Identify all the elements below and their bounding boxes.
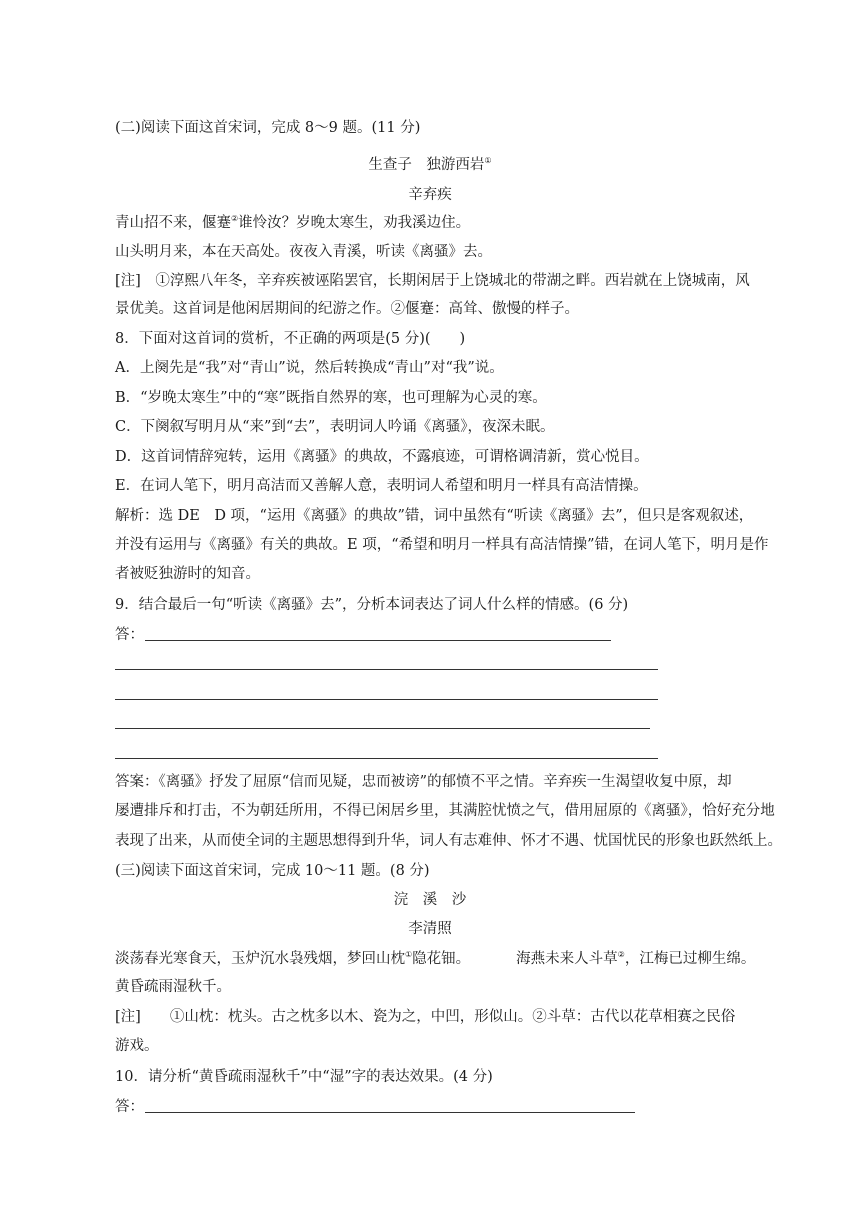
analysis-line: 解析：选 DE D 项，“运用《离骚》的典故”错，词中虽然有“听读《离骚》去”，但只是客观叙述，: [115, 508, 754, 524]
poem-title: [0, 156, 860, 174]
poem-title: 浣 溪 沙: [393, 892, 467, 908]
option-c: C．下阕叙写明月从“来”到“去”，表明词人吟诵《离骚》，夜深未眠。: [115, 419, 555, 435]
poem-text: 隐花钿。: [412, 951, 471, 967]
poet-name: 李清照: [408, 921, 452, 937]
poet-name: 辛弃疾: [408, 187, 452, 203]
answer-text: 屡遭排斥和打击，不为朝廷所用，不得已闲居乡里，其满腔忧愤之气，借用屈原的《离骚》，恰好充分地: [115, 803, 775, 819]
answer-line[interactable]: [115, 669, 658, 670]
poem-line: 黄昏疏雨湿秋千。: [115, 979, 231, 995]
answer-text: 答案：《离骚》抒发了屈原“信而见疑，忠而被谤”的郁愤不平之情。辛弃疾一生渴望收复中原，却: [115, 774, 732, 790]
question-10: 10．请分析“黄昏疏雨湿秋千”中“湿”字的表达效果。(4 分): [115, 1069, 493, 1085]
footnote-marker: ②: [617, 950, 625, 960]
answer-line[interactable]: [115, 728, 650, 729]
answer-label: 答：: [115, 1099, 144, 1115]
answer-label: 答：: [115, 627, 144, 643]
poem-line: [115, 214, 785, 232]
note-line: 游戏。: [115, 1038, 159, 1054]
note-line: [注] ①山枕：枕头。古之枕多以木、瓷为之，中凹，形似山。②斗草：古代以花草相赛之民俗: [115, 1009, 736, 1025]
section-2-heading: (二)阅读下面这首宋词，完成 8～9 题。(11 分): [115, 120, 421, 136]
answer-line[interactable]: [145, 640, 611, 641]
poem-text: 淡荡春光寒食天，玉炉沉水袅残烟，梦回山枕: [115, 951, 405, 967]
question-8: 8．下面对这首词的赏析，不正确的两项是(5 分)( ): [115, 331, 466, 347]
poem-line: [115, 950, 785, 968]
option-a: A．上阕先是“我”对“青山”说，然后转换成“青山”对“我”说。: [115, 360, 504, 376]
footnote-marker: ①: [405, 950, 413, 960]
footnote-marker: ②: [231, 214, 239, 224]
option-e: E．在词人笔下，明月高洁而又善解人意，表明词人希望和明月一样具有高洁情操。: [115, 478, 648, 494]
poem-text: 青山招不来，偃蹇: [115, 215, 231, 231]
poem-text: ，江梅已过柳生绵。: [624, 951, 756, 967]
analysis-line: 者被贬独游时的知音。: [115, 566, 260, 582]
answer-line[interactable]: [115, 758, 658, 759]
question-9: 9．结合最后一句“听读《离骚》去”，分析本词表达了词人什么样的情感。(6 分): [115, 597, 629, 613]
note-line: [注] ①淳熙八年冬，辛弃疾被诬陷罢官，长期闲居于上饶城北的带湖之畔。西岩就在上饶城南，风: [115, 273, 750, 289]
poem-text: 谁怜汝？岁晚太寒生，劝我溪边住。: [238, 215, 471, 231]
answer-line[interactable]: [145, 1112, 635, 1113]
poem-title-text: 生查子 独游西岩: [368, 157, 485, 173]
footnote-marker: ①: [484, 156, 492, 166]
option-d: D．这首词情辞宛转，运用《离骚》的典故，不露痕迹，可谓格调清新，赏心悦目。: [115, 449, 649, 465]
answer-line[interactable]: [115, 699, 658, 700]
answer-text: 表现了出来，从而使全词的主题思想得到升华，词人有志难伸、怀才不遇、忧国忧民的形象也跃然纸上。: [115, 833, 782, 849]
option-b: B．“岁晚太寒生”中的“寒”既指自然界的寒，也可理解为心灵的寒。: [115, 390, 547, 406]
note-line: 景优美。这首词是他闲居期间的纪游之作。②偃蹇：高耸、傲慢的样子。: [115, 301, 579, 317]
poem-text: 海燕未来人斗草: [516, 951, 618, 967]
section-3-heading: (三)阅读下面这首宋词，完成 10～11 题。(8 分): [115, 863, 430, 879]
poem-line: 山头明月来，本在天高处。夜夜入青溪，听读《离骚》去。: [115, 244, 492, 260]
analysis-line: 并没有运用与《离骚》有关的典故。E 项，“希望和明月一样具有高洁情操”错，在词人笔下，明月是作: [115, 537, 769, 553]
